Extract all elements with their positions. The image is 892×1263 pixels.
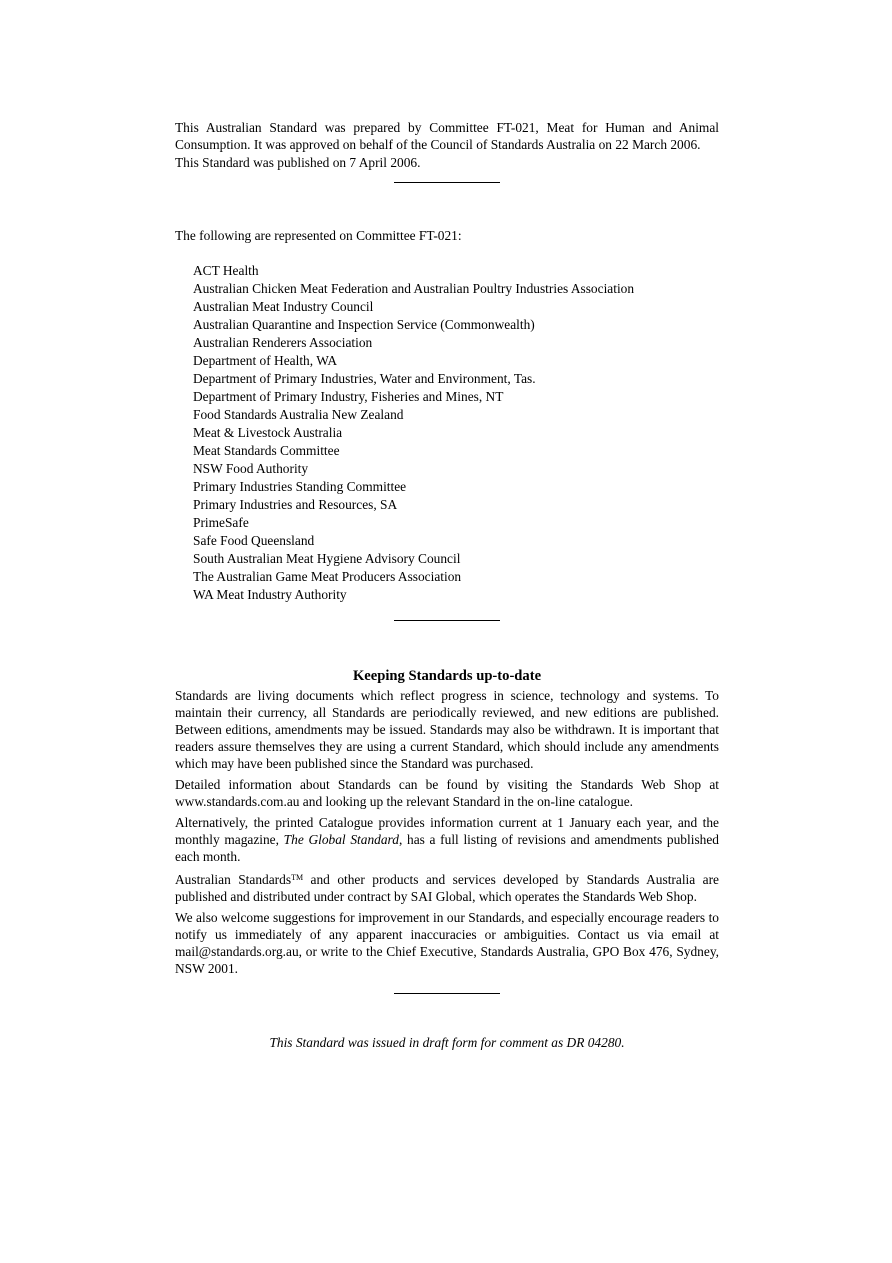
paragraph-living-documents: Standards are living documents which reflect progress in science, technology and systems. To maintain their currency, all Standards are periodically reviewed, and new editions are published. Between editions, amendments may be issued. Standards may also be withdrawn. It is important that readers assure themselves they are using a current Standard, which should include any amendments which may have been published since the Standard was purchased. xyxy=(175,687,719,771)
committee-member: Australian Renderers Association xyxy=(193,334,373,350)
paragraph-web-shop: Detailed information about Standards can be found by visiting the Standards Web Shop at www.standards.com.au and looking up the relevant Standard in the on-line catalogue. xyxy=(175,776,719,809)
section-heading: Keeping Standards up-to-date xyxy=(352,667,542,684)
committee-member: Meat Standards Committee xyxy=(193,442,340,458)
paragraph-feedback: We also welcome suggestions for improvement in our Standards, and especially encourage readers to notify us immediately of any apparent inaccuracies or ambiguities. Contact us via email at mail@standards.org.au, or write to the Chief Executive, Standards Australia, GPO Box 476, Sydney, NSW 2001. xyxy=(175,909,719,976)
magazine-title: The Global Standard xyxy=(283,831,399,847)
committee-member: Meat & Livestock Australia xyxy=(193,424,343,440)
committee-member: The Australian Game Meat Producers Association xyxy=(193,568,462,584)
section-divider xyxy=(394,620,500,621)
committee-member: NSW Food Authority xyxy=(193,460,309,476)
committee-member: South Australian Meat Hygiene Advisory Council xyxy=(193,550,461,566)
trademark-symbol: TM xyxy=(291,872,304,882)
committee-member: Primary Industries and Resources, SA xyxy=(193,496,398,512)
preparation-statement: This Australian Standard was prepared by Committee FT-021, Meat for Human and Animal Consumption. It was approved on behalf of the Council of Standards Australia on 22 March 2006. xyxy=(175,120,719,153)
committee-member: Australian Meat Industry Council xyxy=(193,298,374,314)
committee-member: Department of Primary Industries, Water and Environment, Tas. xyxy=(193,370,536,386)
committee-member: Food Standards Australia New Zealand xyxy=(193,406,404,422)
committee-member: Safe Food Queensland xyxy=(193,532,315,548)
committee-member: Department of Health, WA xyxy=(193,352,338,368)
committee-member: ACT Health xyxy=(193,262,259,278)
draft-note: This Standard was issued in draft form for comment as DR 04280. xyxy=(269,1034,625,1050)
committee-member: Australian Chicken Meat Federation and Australian Poultry Industries Association xyxy=(193,280,635,296)
section-divider xyxy=(394,182,500,183)
committee-member: PrimeSafe xyxy=(193,514,249,530)
committee-intro: The following are represented on Committee FT-021: xyxy=(175,228,462,244)
committee-member: Department of Primary Industry, Fisheries and Mines, NT xyxy=(193,388,504,404)
committee-member: Australian Quarantine and Inspection Service (Commonwealth) xyxy=(193,316,535,332)
section-divider xyxy=(394,993,500,994)
publication-date-statement: This Standard was published on 7 April 2006. xyxy=(175,154,421,170)
committee-member-list xyxy=(175,262,719,604)
committee-member: WA Meat Industry Authority xyxy=(193,586,347,602)
committee-member: Primary Industries Standing Committee xyxy=(193,478,407,494)
document-page xyxy=(175,119,719,1051)
paragraph-catalogue: Alternatively, the printed Catalogue provides information current at 1 January each year, and the monthly magazine, The Global Standard, has a full listing of revisions and amendments published each month. xyxy=(175,814,719,864)
paragraph-trademark: Australian Standards™ and other products and services developed by Standards Australia are published and distributed under contract by SAI Global, which operates the Standards Web Shop. xyxy=(175,871,720,904)
